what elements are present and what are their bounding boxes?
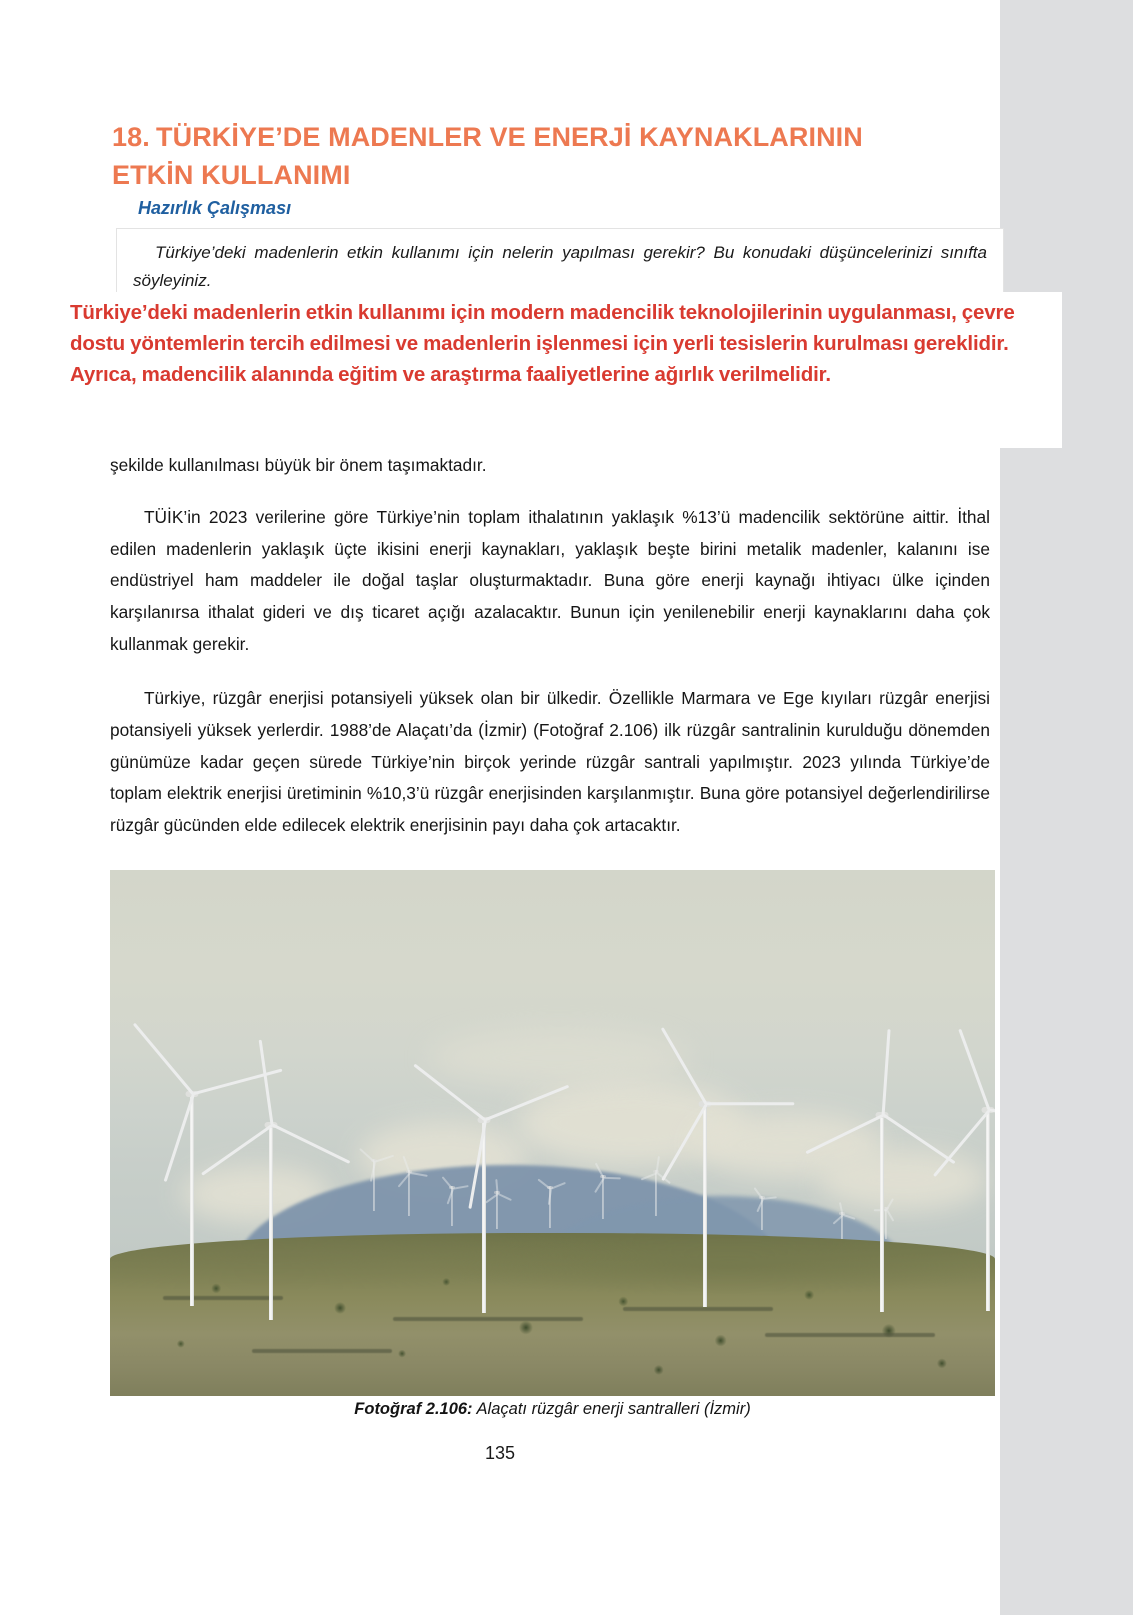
wind-turbine: [260, 1122, 282, 1320]
wind-turbine-distant: [367, 1159, 381, 1211]
stone-wall: [393, 1317, 583, 1321]
cloud: [818, 1149, 988, 1211]
wind-turbine: [977, 1107, 995, 1311]
wind-turbine-distant: [402, 1170, 416, 1216]
chapter-number: 18.: [112, 122, 150, 153]
prep-section-title: Hazırlık Çalışması: [138, 198, 292, 218]
prep-question-box: Türkiye’deki madenlerin etkin kullanımı için nelerin yapılması gerekir? Bu konudaki düşüncelerinizi sınıfta söyleyiniz.: [116, 228, 1004, 307]
stone-wall: [252, 1349, 392, 1353]
chapter-title-text: TÜRKİYE’DE MADENLER VE ENERJİ KAYNAKLARININ ETKİN KULLANIMI: [112, 122, 863, 191]
wind-turbine: [694, 1101, 716, 1307]
wind-turbine: [871, 1112, 893, 1312]
wind-farm-photo: [110, 870, 995, 1396]
student-answer-overlay: [40, 292, 1062, 448]
figure-caption-label: Fotoğraf 2.106:: [354, 1400, 473, 1418]
figure-caption: [110, 1400, 995, 1419]
right-margin-band: [1000, 0, 1133, 1615]
paragraph-imports: TÜİK’in 2023 verilerine göre Türkiye’nin toplam ithalatının yaklaşık %13’ü madencilik sektörüne aittir. İthal edilen madenlerin yaklaşık üçte ikisini enerji kaynakları, yaklaşık beşte birini metalik madenler, kalanını ise endüstriyel ham maddeler ile doğal taşlar oluşturmaktadır. Buna göre enerji kaynağı ihtiyacı ülke içinden karşılanırsa ithalat gideri ve dış ticaret açığı azalacaktır. Bunun için yenilenebilir enerji kaynaklarını daha çok kullanmak gerekir.: [110, 506, 990, 655]
paragraph-wind-energy: Türkiye, rüzgâr enerjisi potansiyeli yüksek olan bir ülkedir. Özellikle Marmara ve Ege kıyıları rüzgâr enerjisi potansiyeli yüksek yerlerdir. 1988’de Alaçatı’da (İzmir) (Fotoğraf 2.106) ilk rüzgâr santralinin kurulduğu dönemden günümüze kadar geçen sürede Türkiye’nin birçok yerinde rüzgâr santrali yapılmıştır. 2023 yılında Türkiye’de toplam elektrik enerjisi üretiminin %10,3’ü rüzgâr enerjisinden karşılanmıştır. Buna göre potansiyel değerlendirilirse rüzgâr gücünden elde edilecek elektrik enerjisinin payı daha çok artacaktır.: [110, 687, 990, 836]
wind-turbine-distant: [756, 1196, 768, 1230]
wind-turbine-distant: [544, 1186, 556, 1228]
wind-turbine-distant: [650, 1170, 662, 1216]
wind-turbine-distant: [597, 1175, 609, 1219]
page-number: 135: [484, 1443, 516, 1463]
figure-caption-text: Alaçatı rüzgâr enerji santralleri (İzmir): [476, 1400, 751, 1418]
paragraph-continuation: şekilde kullanılması büyük bir önem taşımaktadır.: [110, 455, 487, 475]
stone-wall: [765, 1333, 935, 1337]
page-title: [112, 118, 942, 195]
wind-turbine: [181, 1091, 203, 1306]
student-answer-text: Türkiye’deki madenlerin etkin kullanımı için modern madencilik teknolojilerinin uygulanması, çevre dostu yöntemlerin tercih edilmesi ve madenlerin işlenmesi için yerli tesislerin kurulması gereklidir. Ayrıca, madencilik alanında eğitim ve araştırma faaliyetlerine ağırlık verilmelidir.: [70, 301, 1015, 386]
cloud: [429, 1028, 689, 1088]
body-column: [110, 450, 990, 864]
photo-foreground-terrain: [110, 1233, 995, 1396]
wind-turbine: [473, 1117, 495, 1313]
wind-turbine-distant: [446, 1186, 458, 1226]
